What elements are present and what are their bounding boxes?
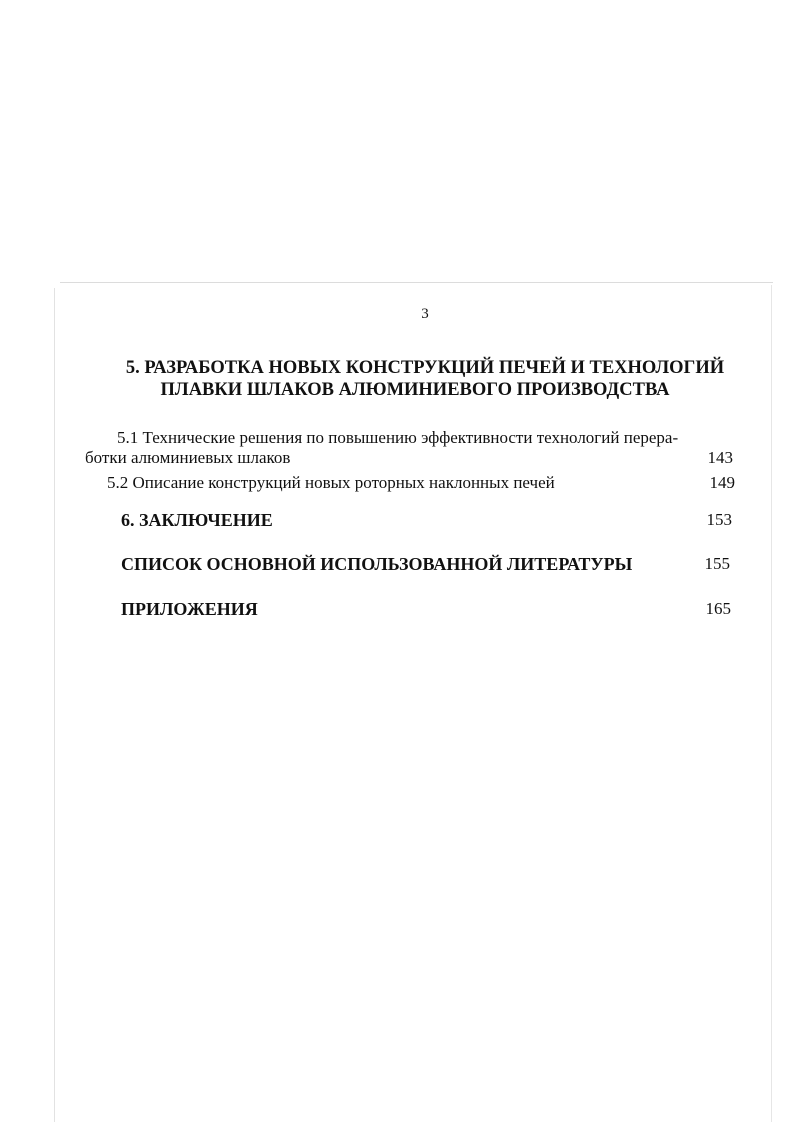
page-number: 3 xyxy=(421,306,429,322)
section-title-line-2: ПЛАВКИ ШЛАКОВ АЛЮМИНИЕВОГО ПРОИЗВОДСТВА xyxy=(160,380,670,400)
section-title-line-1: 5. РАЗРАБОТКА НОВЫХ КОНСТРУКЦИЙ ПЕЧЕЙ И ТЕХНОЛОГИЙ xyxy=(125,358,725,378)
toc-entry-references: СПИСОК ОСНОВНОЙ ИСПОЛЬЗОВАННОЙ ЛИТЕРАТУРЫ xyxy=(121,554,633,574)
scan-right-edge xyxy=(771,285,772,1122)
toc-entry-conclusion: 6. ЗАКЛЮЧЕНИЕ xyxy=(121,510,273,530)
toc-entry-conclusion-page: 153 xyxy=(706,510,732,529)
scan-top-edge xyxy=(60,282,773,283)
toc-entry-5-2: 5.2 Описание конструкций новых роторных наклонных печей xyxy=(107,473,555,492)
toc-entry-5-2-page: 149 xyxy=(709,473,735,492)
toc-entry-5-1-page: 143 xyxy=(707,448,733,467)
toc-entry-references-page: 155 xyxy=(704,554,730,573)
toc-entry-appendices: ПРИЛОЖЕНИЯ xyxy=(121,599,258,619)
toc-entry-appendices-page: 165 xyxy=(705,599,731,618)
scan-left-edge xyxy=(54,288,55,1122)
toc-entry-5-1-line-2: ботки алюминиевых шлаков xyxy=(85,448,291,467)
toc-entry-5-1-line-1: 5.1 Технические решения по повышению эффективности технологий перера- xyxy=(117,428,679,447)
